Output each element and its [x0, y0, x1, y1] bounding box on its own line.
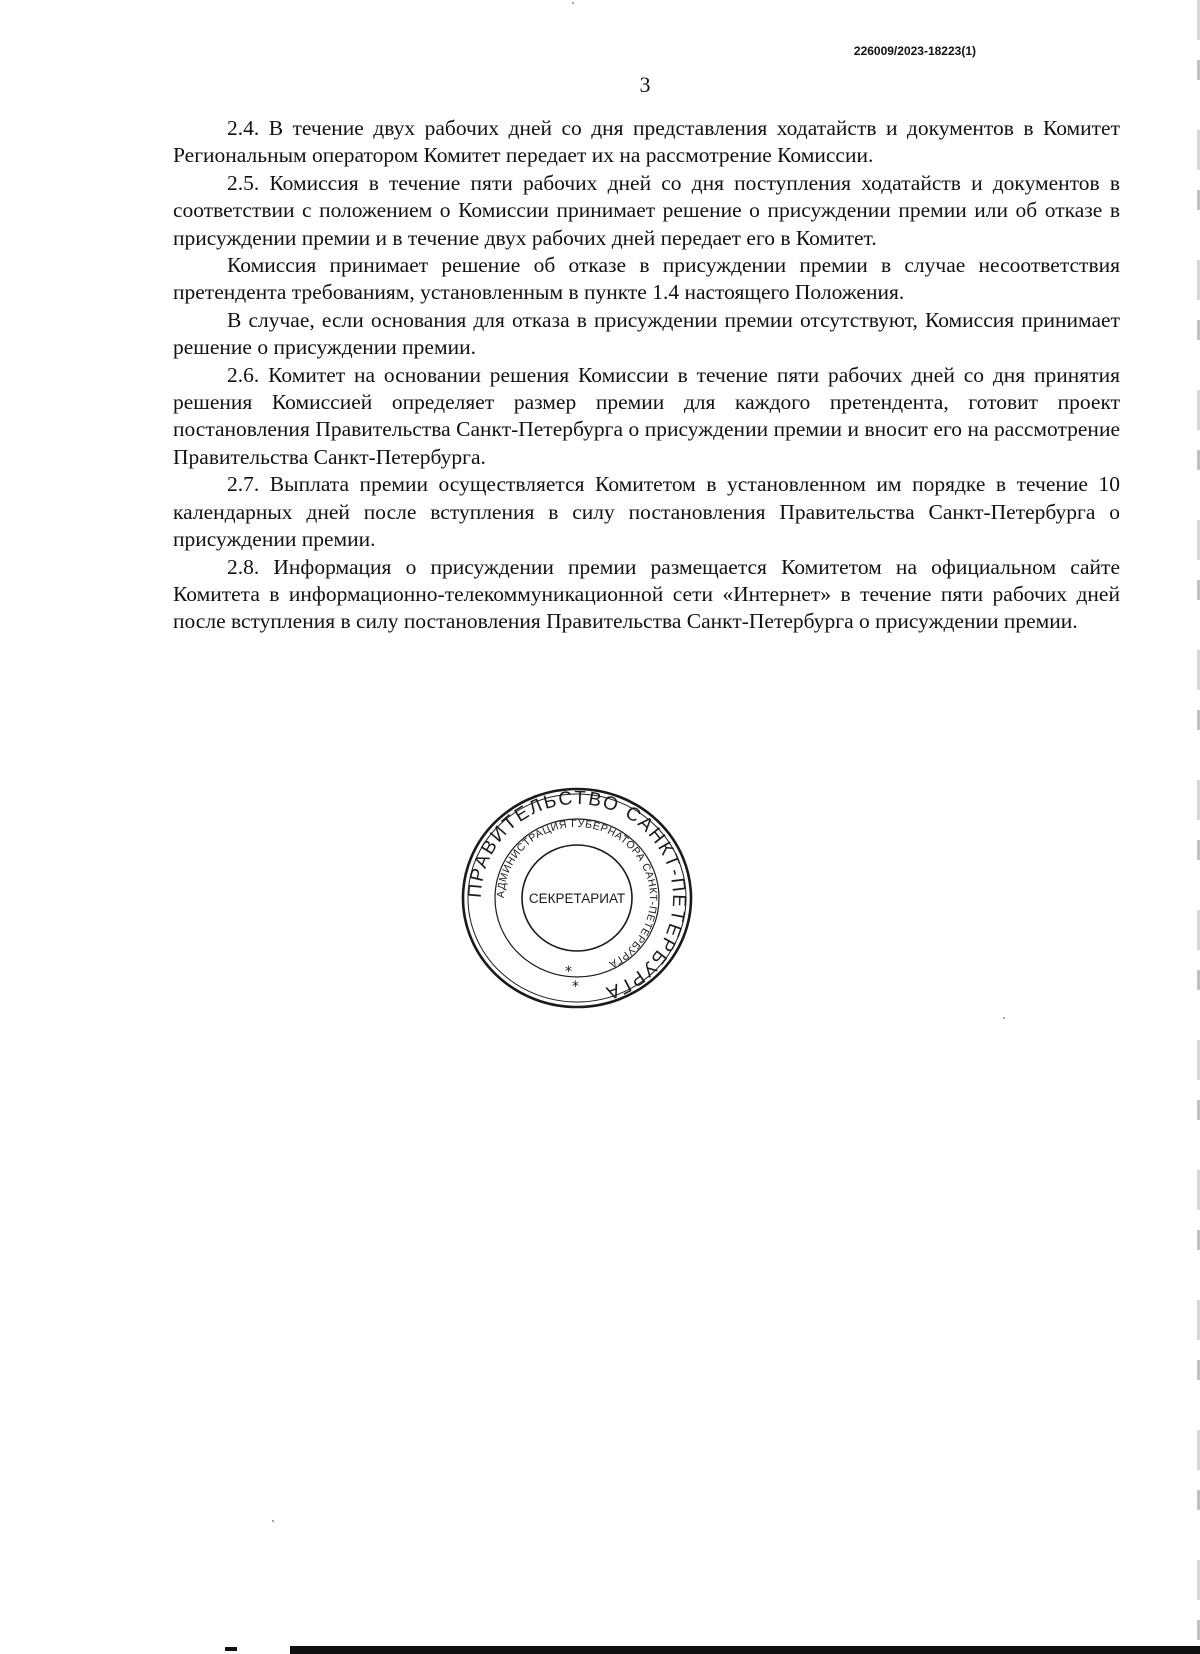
seal-star-bottom: * [572, 979, 579, 995]
seal-outer-text: ПРАВИТЕЛЬСТВО САНКТ-ПЕТЕРБУРГА [464, 787, 690, 1004]
page-number: 3 [639, 72, 651, 97]
paragraph-2-4: 2.4. В течение двух рабочих дней со дня представления ходатайств и документов в Комитет Региональным оператором Комитет передает их на рассмотрение Комиссии. [173, 116, 1120, 168]
paragraph-2-5-award: В случае, если основания для отказа в присуждении премии отсутствуют, Комиссия принимает решение о присуждении премии. [173, 307, 1120, 360]
scan-bottom-border [290, 1646, 1200, 1654]
document-id: 226009/2023-18223(1) [853, 44, 976, 58]
seal-star-left: * [565, 964, 572, 980]
scan-speck [572, 2, 574, 4]
paragraph-2-6: 2.6. Комитет на основании решения Комиссии в течение пяти рабочих дней со дня принятия решения Комиссией определяет размер премии для каждого претендента, готовит проект постановления Правительства Санкт-Петербурга о присуждении премии и вносит его на рассмотрение Правительства Санкт-Петербурга. [173, 362, 1120, 469]
paragraph-2-7: 2.7. Выплата премии осуществляется Комитетом в установленном им порядке в течение 10 календарных дней после вступления в силу постановления Правительства Санкт-Петербурга о присуждении премии. [173, 472, 1120, 552]
document-body [173, 115, 1120, 636]
seal-inner-text: АДМИНИСТРАЦИЯ ГУБЕРНАТОРА САНКТ-ПЕТЕРБУРГА [494, 817, 660, 971]
seal-center-text: СЕКРЕТАРИАТ [528, 891, 626, 906]
official-seal-stamp [460, 786, 694, 1010]
scan-speck [272, 1520, 274, 1522]
scan-corner-mark [225, 1647, 237, 1651]
paragraph-2-5-refusal: Комиссия принимает решение об отказе в присуждении премии в случае несоответствия претендента требованиям, установленным в пункте 1.4 настоящего Положения. [173, 253, 1120, 305]
paragraph-2-5: 2.5. Комиссия в течение пяти рабочих дней со дня поступления ходатайств и документов в соответствии с положением о Комиссии принимает решение о присуждении премии или об отказе в присуждении премии и в течение двух рабочих дней передает его в Комитет. [173, 170, 1120, 250]
paragraph-2-8: 2.8. Информация о присуждении премии размещается Комитетом на официальном сайте Комитета в информационно-телекоммуникационной сети «Интернет» в течение пяти рабочих дней после вступления в силу постановления Правительства Санкт-Петербурга о присуждении премии. [173, 554, 1120, 634]
scan-speck [1003, 1017, 1005, 1019]
